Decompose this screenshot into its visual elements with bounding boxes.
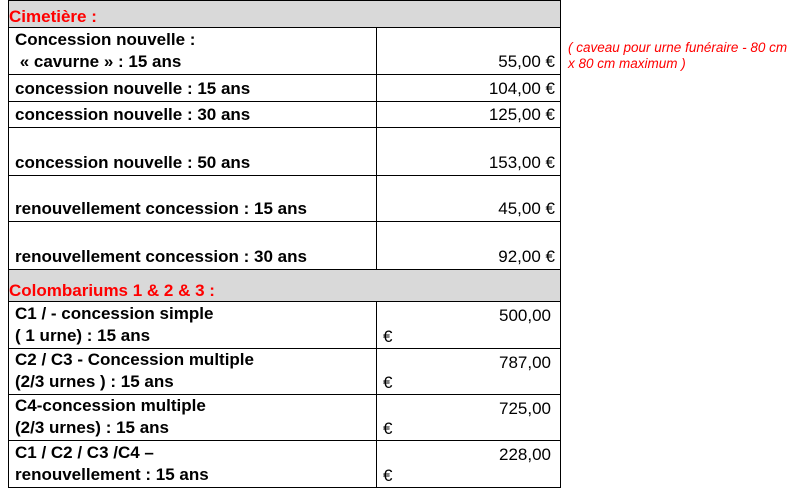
row-label-line: C2 / C3 - Concession multiple	[15, 350, 254, 369]
row-label	[9, 395, 377, 441]
price-currency: €	[383, 466, 393, 485]
row-label	[9, 349, 377, 395]
price-currency: €	[383, 419, 393, 438]
row-price	[377, 395, 561, 441]
row-price	[377, 441, 561, 488]
row-price: 45,00 €	[377, 176, 561, 222]
row-label-line: C1 / - concession simple	[15, 304, 214, 323]
price-currency: €	[383, 327, 393, 346]
price-amount: 500,00	[499, 306, 551, 325]
table-row	[9, 302, 561, 349]
section-title: Colombariums 1 & 2 & 3 :	[9, 270, 561, 302]
row-label: renouvellement concession : 30 ans	[9, 222, 377, 270]
row-label-line: (2/3 urnes) : 15 ans	[15, 418, 170, 437]
section-title: Cimetière :	[9, 1, 561, 28]
table-row	[9, 128, 561, 176]
cavurne-note: ( caveau pour urne funéraire - 80 cm x 80 cm maximum )	[568, 40, 788, 71]
table-row	[9, 395, 561, 441]
table-row	[9, 28, 561, 75]
row-label	[9, 302, 377, 349]
row-label: concession nouvelle : 15 ans	[9, 75, 377, 102]
table-row	[9, 222, 561, 270]
price-amount: 725,00	[499, 399, 551, 418]
table-row	[9, 176, 561, 222]
row-label-line: (2/3 urnes ) : 15 ans	[15, 372, 174, 391]
table-row	[9, 102, 561, 128]
row-label: concession nouvelle : 50 ans	[9, 128, 377, 176]
row-label-line: « cavurne » : 15 ans	[15, 52, 182, 71]
row-price	[377, 302, 561, 349]
row-label-line: C4-concession multiple	[15, 396, 206, 415]
row-price: 92,00 €	[377, 222, 561, 270]
tarifs-table	[8, 0, 561, 488]
price-amount: 228,00	[499, 445, 551, 464]
row-label-line: ( 1 urne) : 15 ans	[15, 326, 151, 345]
table-row	[9, 349, 561, 395]
section-header-columbarium	[9, 270, 561, 302]
row-label-line: renouvellement : 15 ans	[15, 465, 209, 484]
row-label	[9, 28, 377, 75]
row-label: renouvellement concession : 15 ans	[9, 176, 377, 222]
row-price: 153,00 €	[377, 128, 561, 176]
row-price: 104,00 €	[377, 75, 561, 102]
row-price: 55,00 €	[377, 28, 561, 75]
row-label-line: C1 / C2 / C3 /C4 –	[15, 443, 154, 462]
table-row	[9, 441, 561, 488]
row-label: concession nouvelle : 30 ans	[9, 102, 377, 128]
table-row	[9, 75, 561, 102]
row-price: 125,00 €	[377, 102, 561, 128]
row-label-line: Concession nouvelle :	[15, 30, 196, 49]
row-price	[377, 349, 561, 395]
price-amount: 787,00	[499, 353, 551, 372]
price-currency: €	[383, 373, 393, 392]
row-label	[9, 441, 377, 488]
section-header-cimetiere	[9, 1, 561, 28]
